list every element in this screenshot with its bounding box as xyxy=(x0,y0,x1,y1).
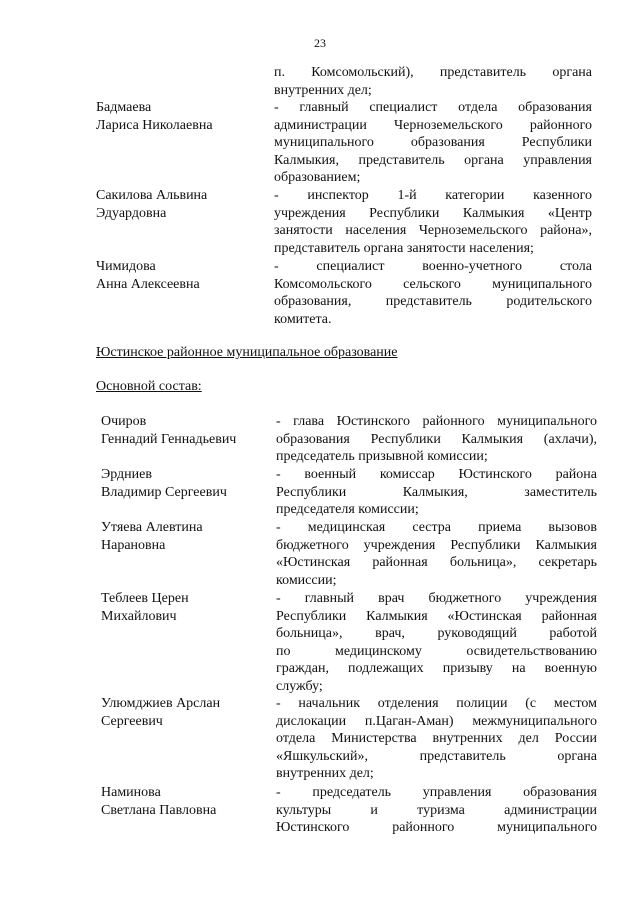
desc-line: «Юстинская районная больница», секретарь xyxy=(276,555,597,571)
desc-line: - медицинская сестра приема вызовов xyxy=(276,520,597,535)
name-line: Улюмджиев Арслан xyxy=(101,696,221,711)
desc-line: граждан, подлежащих призыву на военную xyxy=(276,661,597,677)
desc-line: образованием; xyxy=(274,170,361,186)
desc-line: внутренних дел; xyxy=(274,82,372,98)
member-name xyxy=(101,695,276,730)
name-line: Лариса Николаевна xyxy=(96,117,213,133)
name-line: Анна Алексеевна xyxy=(96,276,200,292)
name-line: Нарановна xyxy=(101,537,166,553)
desc-line: отдела Министерства внутренних дел России xyxy=(276,731,597,747)
entry-description xyxy=(276,590,597,696)
name-line: Геннадий Геннадьевич xyxy=(101,431,237,447)
member-name xyxy=(96,99,271,134)
desc-line: Комсомольского сельского муниципального xyxy=(274,276,592,292)
entry-description xyxy=(276,519,597,589)
name-line: Михайлович xyxy=(101,608,177,624)
entry-description xyxy=(276,413,597,466)
entry-description xyxy=(276,466,597,519)
desc-line: - военный комиссар Юстинского района xyxy=(276,467,597,482)
entry-description xyxy=(274,99,592,187)
member-name xyxy=(101,413,276,448)
desc-line: председатель призывной комиссии; xyxy=(276,449,488,465)
desc-line: - специалист военно-учетного стола xyxy=(274,259,592,274)
desc-line: комитета. xyxy=(274,311,332,327)
member-name xyxy=(101,519,276,554)
desc-line: п. Комсомольский), представитель органа xyxy=(274,65,592,80)
member-name xyxy=(101,784,276,819)
desc-line: «Яшкульский», представитель органа xyxy=(276,748,597,764)
name-line: Утяева Алевтина xyxy=(101,520,203,535)
entry-description xyxy=(276,695,597,783)
desc-line: муниципального образования Республики xyxy=(274,135,592,151)
composition-label: Основной состав: xyxy=(96,379,202,394)
desc-line: администрации Черноземельского районного xyxy=(274,117,592,133)
desc-line: Республики Калмыкия «Юстинская районная xyxy=(276,608,597,624)
name-line: Владимир Сергеевич xyxy=(101,484,227,500)
desc-line: по медицинскому освидетельствованию xyxy=(276,643,597,659)
desc-line: Калмыкия, представитель органа управления xyxy=(274,152,592,168)
entry-description xyxy=(274,64,592,99)
desc-line: бюджетного учреждения Республики Калмыкия xyxy=(276,537,597,553)
name-line: Очиров xyxy=(101,414,147,429)
member-name xyxy=(96,187,271,222)
name-line: Бадмаева xyxy=(96,100,152,115)
desc-line: занятости населения Черноземельского района», xyxy=(274,223,592,239)
desc-line: дислокации п.Цаган-Аман) межмуниципального xyxy=(276,713,597,729)
desc-line: представитель органа занятости населения; xyxy=(274,240,534,256)
desc-line: образования Республики Калмыкия (ахлачи), xyxy=(276,431,597,447)
name-line: Светлана Павловна xyxy=(101,802,217,818)
desc-line: - глава Юстинского районного муниципального xyxy=(276,414,597,429)
desc-line: - инспектор 1-й категории казенного xyxy=(274,188,592,203)
desc-line: - главный врач бюджетного учреждения xyxy=(276,591,597,606)
name-line: Наминова xyxy=(101,785,161,800)
page-number: 23 xyxy=(314,36,326,50)
desc-line: комиссии; xyxy=(276,572,337,588)
desc-line: - главный специалист отдела образования xyxy=(274,100,592,115)
member-name xyxy=(96,258,271,293)
name-line: Эдуардовна xyxy=(96,205,167,221)
member-name xyxy=(101,466,276,501)
desc-line: больница», врач, руководящий работой xyxy=(276,626,597,642)
name-line: Эрдниев xyxy=(101,467,152,482)
member-name xyxy=(101,590,276,625)
name-line: Сергеевич xyxy=(101,713,163,729)
desc-line: образования, представитель родительского xyxy=(274,294,592,310)
desc-line: председателя комиссии; xyxy=(276,502,419,518)
desc-line: внутренних дел; xyxy=(276,766,374,782)
name-line: Теблеев Церен xyxy=(101,591,189,606)
entry-description xyxy=(274,187,592,257)
desc-line: Республики Калмыкия, заместитель xyxy=(276,484,597,500)
entry-description xyxy=(274,258,592,328)
desc-line: - председатель управления образования xyxy=(276,785,597,800)
desc-line: культуры и туризма администрации xyxy=(276,802,597,818)
desc-line: - начальник отделения полиции (с местом xyxy=(276,696,597,711)
desc-line: учреждения Республики Калмыкия «Центр xyxy=(274,205,592,221)
desc-line: службу; xyxy=(276,678,323,694)
name-line: Сакилова Альвина xyxy=(96,188,208,203)
name-line: Чимидова xyxy=(96,259,156,274)
section-title: Юстинское районное муниципальное образование xyxy=(96,345,398,360)
desc-line: Юстинского районного муниципального xyxy=(276,820,597,836)
entry-description xyxy=(276,784,597,837)
